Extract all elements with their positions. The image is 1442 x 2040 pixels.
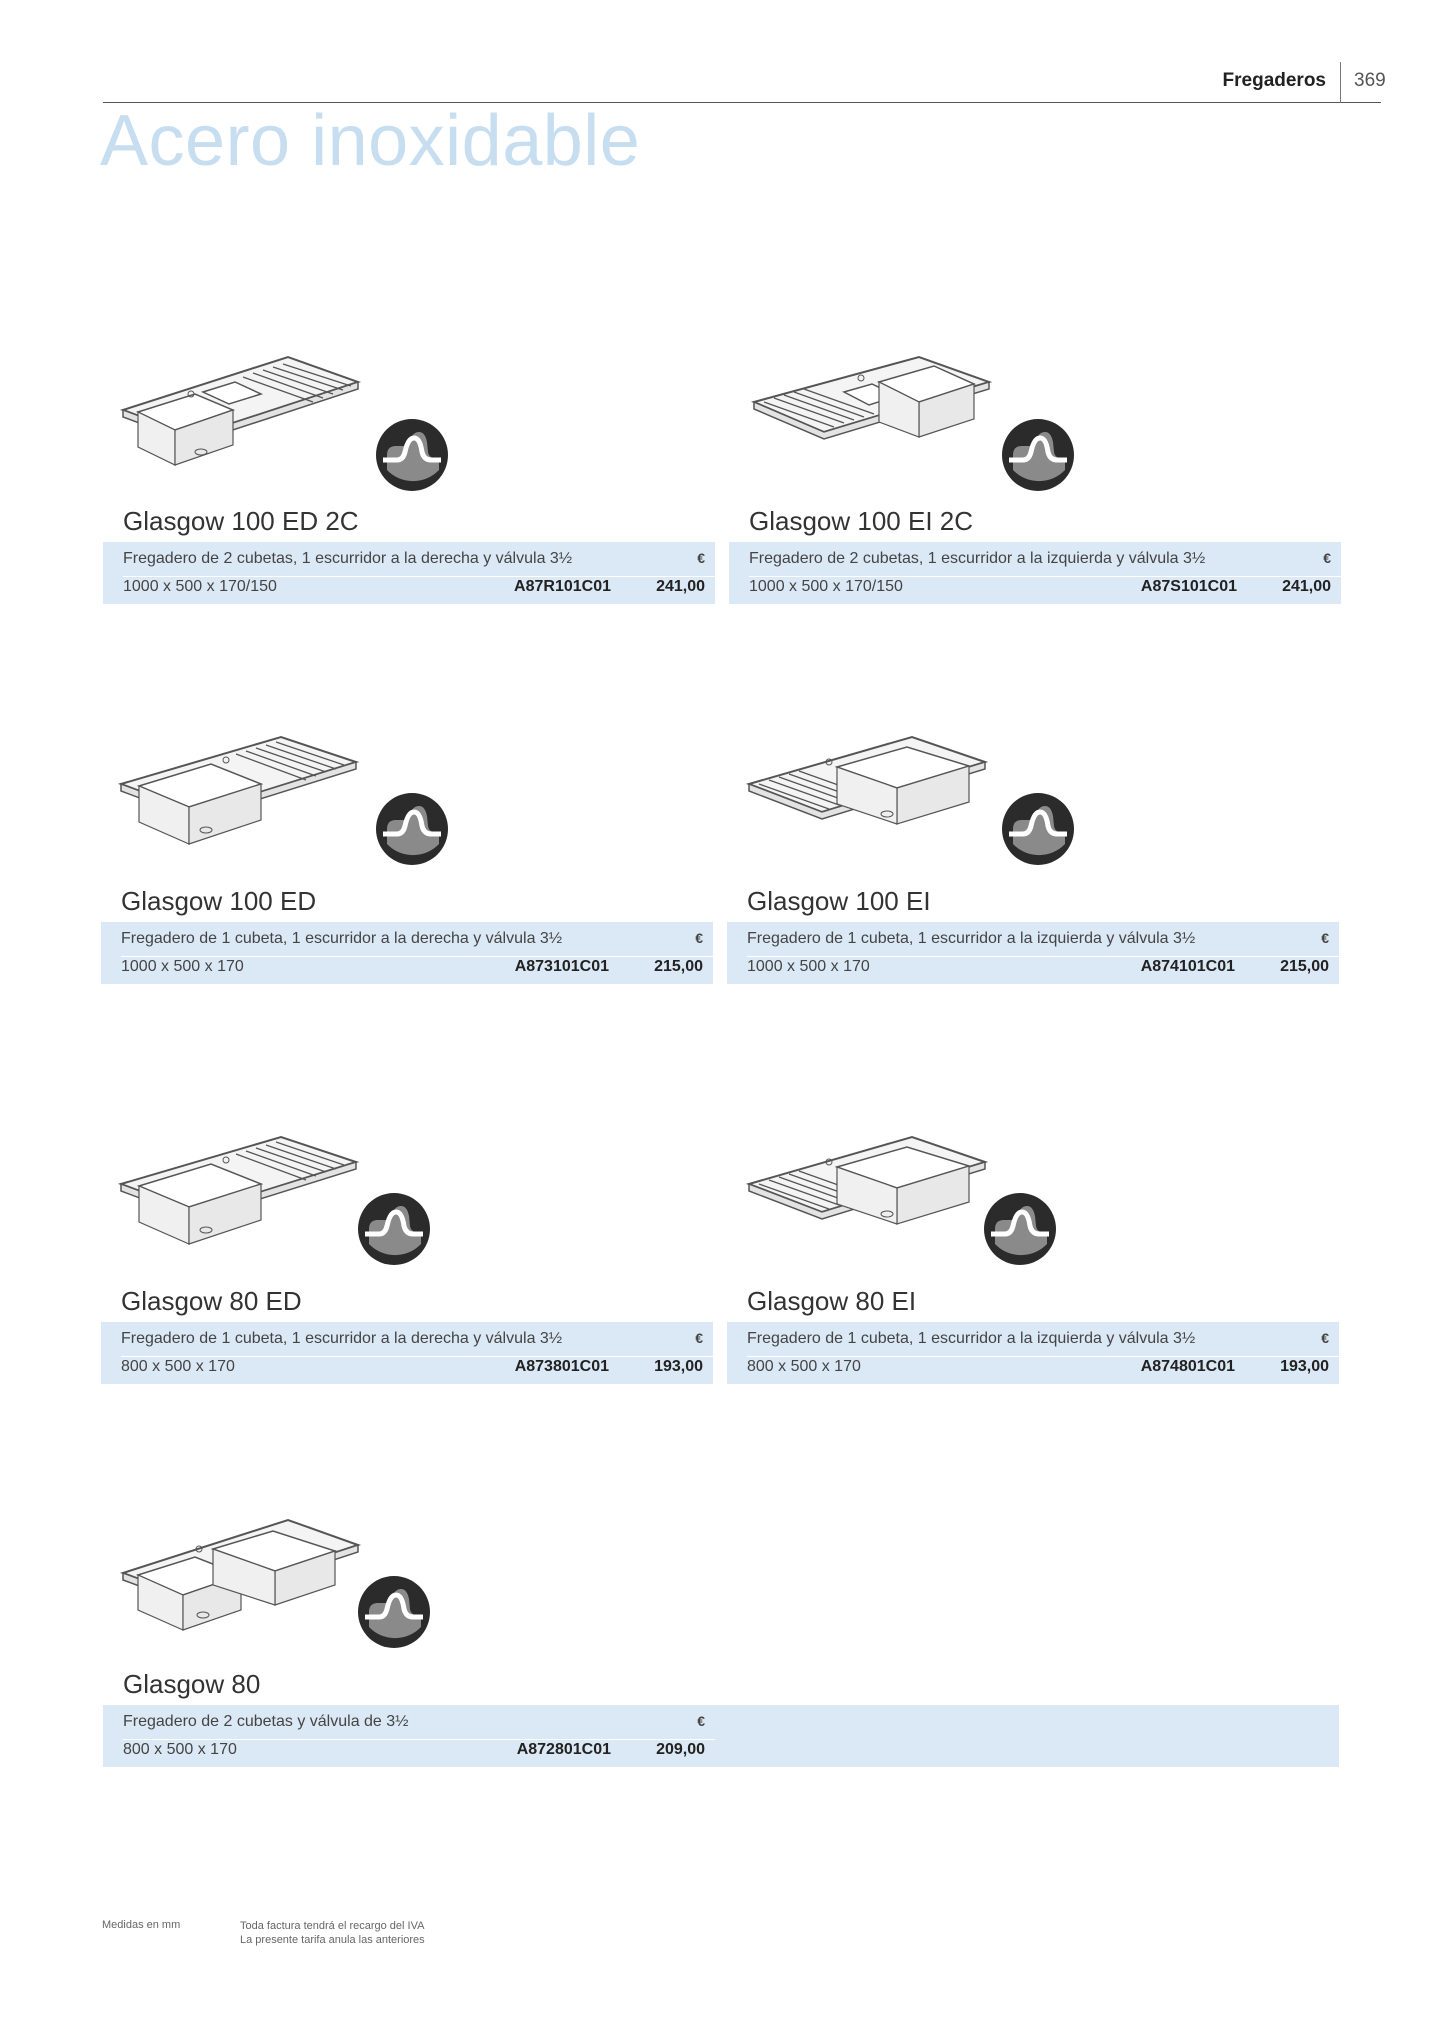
product-card: [103, 1515, 715, 1975]
currency-symbol: €: [1321, 1330, 1329, 1346]
product-name: Glasgow 100 ED: [121, 886, 317, 916]
product-price: 193,00: [1280, 1358, 1329, 1375]
product-info-band: [727, 922, 1339, 984]
sink-2-bowls-image: [113, 1515, 373, 1645]
product-price: 241,00: [656, 578, 705, 595]
product-dimensions: 1000 x 500 x 170: [121, 958, 244, 975]
product-dimensions: 1000 x 500 x 170: [747, 958, 870, 975]
product-dimensions: 1000 x 500 x 170/150: [749, 578, 903, 595]
product-card: [727, 732, 1339, 1192]
product-code: A874101C01: [1140, 958, 1235, 975]
section-title: Fregaderos: [1222, 70, 1326, 91]
sink-2-bowls-left-drainer-image: [739, 352, 999, 482]
undermount-sink-icon: [1001, 792, 1075, 866]
currency-symbol: €: [695, 930, 703, 946]
product-description: Fregadero de 2 cubetas, 1 escurridor a la izquierda y válvula 3½: [749, 550, 1206, 567]
product-info-band: [103, 1705, 1339, 1767]
product-price: 241,00: [1282, 578, 1331, 595]
product-code: A873101C01: [514, 958, 609, 975]
sink-1-bowl-left-drainer-image: [737, 1132, 997, 1262]
product-description: Fregadero de 1 cubeta, 1 escurridor a la izquierda y válvula 3½: [747, 1330, 1196, 1347]
product-info-band: [727, 1322, 1339, 1384]
product-name: Glasgow 100 ED 2C: [123, 506, 359, 536]
product-description: Fregadero de 2 cubetas, 1 escurridor a la derecha y válvula 3½: [123, 550, 573, 567]
product-price: 215,00: [1280, 958, 1329, 975]
currency-symbol: €: [1323, 550, 1331, 566]
undermount-sink-icon: [983, 1192, 1057, 1266]
product-code: A874801C01: [1140, 1358, 1235, 1375]
product-dimensions: 800 x 500 x 170: [123, 1741, 237, 1758]
measures-note: Medidas en mm: [102, 1919, 181, 1931]
page-title: Acero inoxidable: [100, 101, 641, 181]
undermount-sink-icon: [357, 1192, 431, 1266]
vat-note: Toda factura tendrá el recargo del IVA: [240, 1920, 425, 1932]
product-name: Glasgow 80 EI: [747, 1286, 917, 1316]
product-card: [727, 1132, 1339, 1592]
product-info-band: [101, 1322, 713, 1384]
sink-2-bowls-right-drainer-image: [113, 352, 373, 482]
currency-symbol: €: [695, 1330, 703, 1346]
product-name: Glasgow 80 ED: [121, 1286, 302, 1316]
product-name: Glasgow 100 EI 2C: [749, 506, 974, 536]
product-description: Fregadero de 2 cubetas y válvula de 3½: [123, 1713, 409, 1730]
product-card: [101, 732, 713, 1192]
product-info-band: [729, 542, 1341, 604]
page-number: 369: [1354, 70, 1386, 91]
undermount-sink-icon: [1001, 418, 1075, 492]
undermount-sink-icon: [357, 1575, 431, 1649]
undermount-sink-icon: [375, 418, 449, 492]
product-description: Fregadero de 1 cubeta, 1 escurridor a la derecha y válvula 3½: [121, 1330, 563, 1347]
currency-symbol: €: [697, 550, 705, 566]
product-code: A87R101C01: [514, 578, 611, 595]
product-name: Glasgow 80: [123, 1669, 261, 1699]
sink-1-bowl-left-drainer-image: [737, 732, 997, 862]
product-dimensions: 1000 x 500 x 170/150: [123, 578, 277, 595]
product-info-band: [101, 922, 713, 984]
product-code: A872801C01: [516, 1741, 611, 1758]
product-description: Fregadero de 1 cubeta, 1 escurridor a la izquierda y válvula 3½: [747, 930, 1196, 947]
product-info-band: [103, 542, 715, 604]
product-description: Fregadero de 1 cubeta, 1 escurridor a la derecha y válvula 3½: [121, 930, 563, 947]
product-code: A873801C01: [514, 1358, 609, 1375]
product-dimensions: 800 x 500 x 170: [121, 1358, 235, 1375]
currency-symbol: €: [1321, 930, 1329, 946]
sink-1-bowl-right-drainer-image: [111, 1132, 371, 1262]
product-name: Glasgow 100 EI: [747, 886, 931, 916]
undermount-sink-icon: [375, 792, 449, 866]
product-dimensions: 800 x 500 x 170: [747, 1358, 861, 1375]
footer-notes: [240, 1919, 425, 1947]
validity-note: La presente tarifa anula las anteriores: [240, 1934, 425, 1946]
product-price: 193,00: [654, 1358, 703, 1375]
sink-1-bowl-right-drainer-image: [111, 732, 371, 862]
product-code: A87S101C01: [1140, 578, 1237, 595]
product-price: 209,00: [656, 1741, 705, 1758]
product-price: 215,00: [654, 958, 703, 975]
currency-symbol: €: [697, 1713, 705, 1729]
header-divider: [1340, 62, 1341, 103]
